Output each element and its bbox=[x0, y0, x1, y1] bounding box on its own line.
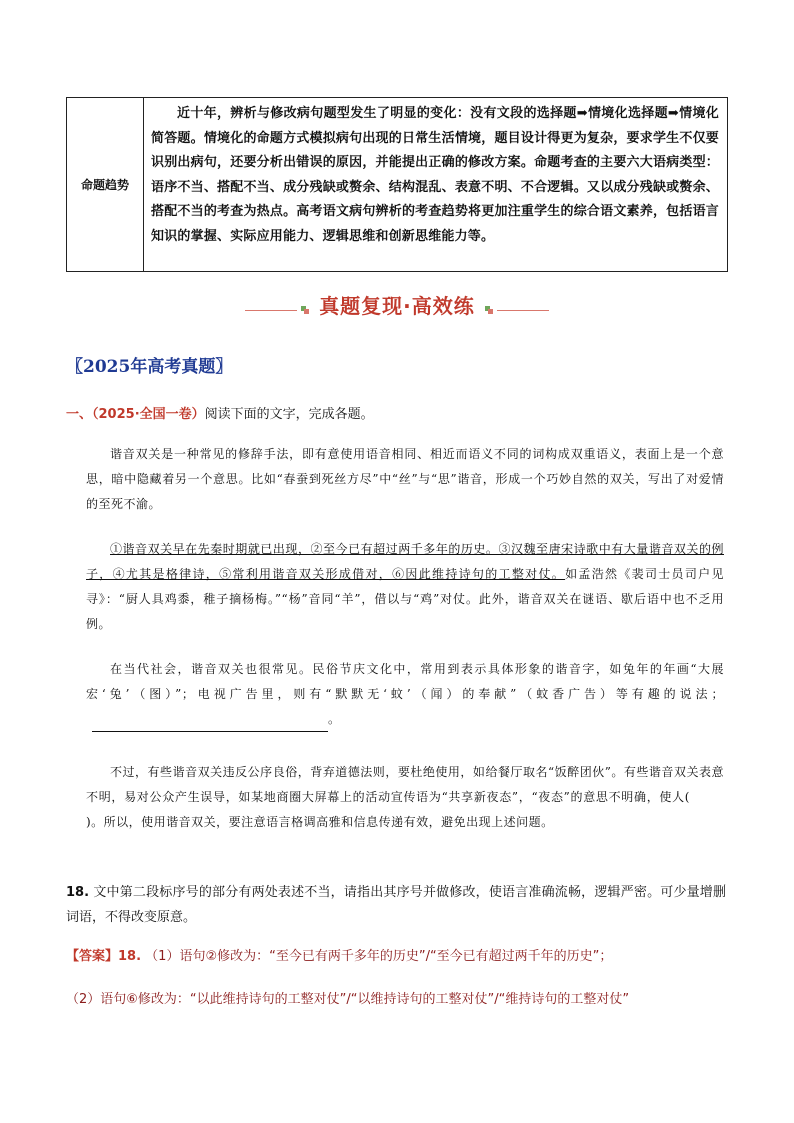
answer-blank-line[interactable] bbox=[92, 717, 328, 732]
passage-paragraph-4-b: )。所以，使用谐音双关，要注意语言格调高雅和信息传递有效，避免出现上述问题。 bbox=[86, 815, 554, 829]
trend-label: 命题趋势 bbox=[67, 98, 144, 271]
answer-line-1-text: （1）语句②修改为：“至今已有两千多年的历史”/“至今已有超过两千年的历史”； bbox=[145, 949, 613, 964]
passage-paragraph-3-text: 在当代社会，谐音双关也很常见。民俗节庆文化中，常用到表示具体形象的谐音字，如兔年的年画“大展宏‘兔’（图）”；电视广告里，则有“默默无‘蚊’（闻）的奉献”（蚊香广告）等有趣的说法； bbox=[86, 662, 724, 701]
banner-title: 真题复现·高效练 bbox=[319, 293, 475, 318]
question-intro bbox=[66, 403, 374, 422]
section-banner bbox=[0, 286, 794, 322]
passage-paragraph-3 bbox=[86, 657, 724, 732]
passage-paragraph-4 bbox=[86, 760, 724, 835]
question-18-text: 文中第二段标序号的部分有两处表述不当，请指出其序号并做修改，使语言准确流畅，逻辑严密。可少量增删词语，不得改变原意。 bbox=[66, 885, 726, 925]
question-instruction: 阅读下面的文字，完成各题。 bbox=[204, 407, 374, 422]
question-source: （2025·全国一卷） bbox=[92, 407, 205, 422]
passage-paragraph-2-rest: 如孟浩然《裴司士员司户见寻》：“厨人具鸡黍，稚子摘杨梅。”“杨”音同“羊”，借以与“鸡”对仗。此外，谐音双关在谜语、歇后语中也不乏用例。 bbox=[86, 567, 724, 631]
banner-dot-left-icon bbox=[301, 306, 309, 314]
trend-table bbox=[66, 97, 728, 272]
year-heading: 〖2025年高考真题〗 bbox=[66, 357, 233, 377]
passage-paragraph-2 bbox=[86, 537, 724, 637]
passage-paragraph-1: 谐音双关是一种常见的修辞手法，即有意使用语音相同、相近而语义不同的词构成双重语义，表面上是一个意思，暗中隐藏着另一个意思。比如“春蚕到死丝方尽”中“丝”与“思”谐音，形成一个巧妙自然的双关，写出了对爱情的至死不渝。 bbox=[86, 447, 724, 511]
answer-line-1 bbox=[66, 945, 746, 964]
question-18-number: 18. bbox=[66, 885, 90, 900]
trend-text: 近十年，辨析与修改病句题型发生了明显的变化：没有文段的选择题➡情境化选择题➡情境化简答题。情境化的命题方式模拟病句出现的日常生活情境，题目设计得更为复杂，要求学生不仅要识别出病句，还要分析出错误的原因，并能提出正确的修改方案。命题考查的主要六大语病类型：语序不当、搭配不当、成分残缺或赘余、结构混乱、表意不明、不合逻辑。又以成分残缺或赘余、搭配不当的考查为热点。高考语文病句辨析的考查趋势将更加注重学生的综合语文素养，包括语言知识的掌握、实际应用能力、逻辑思维和创新思维能力等。 bbox=[151, 106, 719, 244]
passage-paragraph-3-end: 。 bbox=[328, 712, 341, 726]
passage-underlined-sentences: ①谐音双关早在先秦时期就已出现，②至今已有超过两千多年的历史。③汉魏至唐宋诗歌中有大量谐音双关的例子，④尤其是格律诗，⑤常利用谐音双关形成借对，⑥因此维持诗句的工整对仗。 bbox=[86, 542, 724, 581]
banner-line-left bbox=[245, 310, 297, 311]
answer-line-2: （2）语句⑥修改为：“以此维持诗句的工整对仗”/“以维持诗句的工整对仗”/“维持诗句的工整对仗” bbox=[66, 992, 630, 1007]
question-number: 一、 bbox=[66, 407, 93, 422]
banner-line-right bbox=[497, 310, 549, 311]
passage-paragraph-4-a: 不过，有些谐音双关违反公序良俗，背弃道德法则，要杜绝使用，如给餐厅取名“饭醉团伙”。有些谐音双关表意不明，易对公众产生误导，如某地商圈大屏幕上的活动宣传语为“共享新夜态”，“夜态”的意思不明确，使人( bbox=[86, 765, 724, 804]
answer-tag: 【答案】18. bbox=[66, 949, 142, 964]
banner-dot-right-icon bbox=[485, 306, 493, 314]
question-18 bbox=[66, 880, 726, 930]
